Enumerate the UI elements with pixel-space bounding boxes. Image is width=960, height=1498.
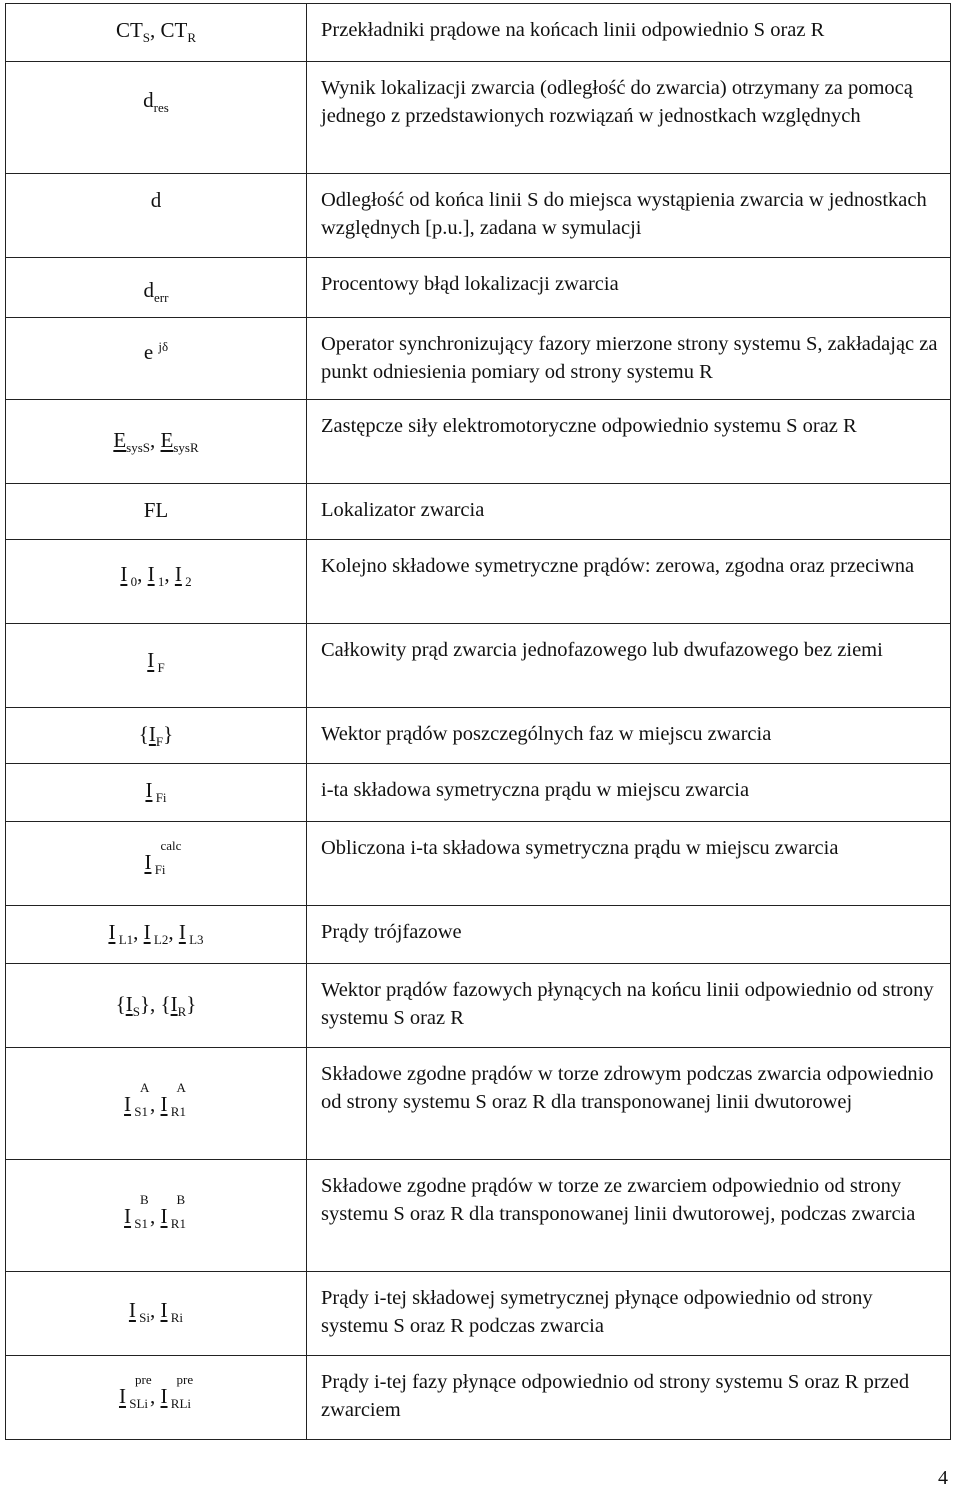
table-row bbox=[6, 400, 951, 484]
description-cell: Procentowy błąd lokalizacji zwarcia bbox=[307, 258, 951, 318]
symbol-glossary-table bbox=[5, 3, 951, 1440]
description-cell: Obliczona i-ta składowa symetryczna prądu w miejscu zwarcia bbox=[307, 822, 951, 906]
symbol-cell: I $_{Fi}$ bbox=[6, 764, 307, 822]
description-cell: Całkowity prąd zwarcia jednofazowego lub dwufazowego bez ziemi bbox=[307, 624, 951, 708]
symbol-cell: $\{I_S\}$, $\{I_R\}$ bbox=[6, 964, 307, 1048]
table-row bbox=[6, 484, 951, 540]
symbol-cell: $E_{sysS}$, $E_{sysR}$ bbox=[6, 400, 307, 484]
symbol-cell: I A $_{S1}$, I A $_{R1}$ bbox=[6, 1048, 307, 1160]
table-row bbox=[6, 1356, 951, 1440]
symbol-cell: I $_F$ bbox=[6, 624, 307, 708]
description-cell: Prądy trójfazowe bbox=[307, 906, 951, 964]
description-cell: Prądy i-tej fazy płynące odpowiednio od strony systemu S oraz R przed zwarciem bbox=[307, 1356, 951, 1440]
table-row bbox=[6, 62, 951, 174]
symbol-cell: $\{I_F\}$ bbox=[6, 708, 307, 764]
table-row bbox=[6, 1160, 951, 1272]
table-row bbox=[6, 906, 951, 964]
description-cell: Odległość od końca linii S do miejsca wystąpienia zwarcia w jednostkach względnych [p.u.], zadana w symulacji bbox=[307, 174, 951, 258]
description-cell: Wektor prądów poszczególnych faz w miejscu zwarcia bbox=[307, 708, 951, 764]
table-row bbox=[6, 318, 951, 400]
table-row bbox=[6, 540, 951, 624]
symbol-cell: I $_{Si}$, I $_{Ri}$ bbox=[6, 1272, 307, 1356]
table-row bbox=[6, 4, 951, 62]
description-cell: Składowe zgodne prądów w torze ze zwarciem odpowiednio od strony systemu S oraz R dla transponowanej linii dwutorowej, podczas zwarcia bbox=[307, 1160, 951, 1272]
description-cell: Składowe zgodne prądów w torze zdrowym podczas zwarcia odpowiednio od strony systemu S oraz R dla transponowanej linii dwutorowej bbox=[307, 1048, 951, 1160]
description-cell: Wynik lokalizacji zwarcia (odległość do zwarcia) otrzymany za pomocą jednego z przedstawionych rozwiązań w jednostkach względnych bbox=[307, 62, 951, 174]
description-cell: Lokalizator zwarcia bbox=[307, 484, 951, 540]
description-cell: Operator synchronizujący fazory mierzone strony systemu S, zakładając za punkt odniesienia pomiary od strony systemu R bbox=[307, 318, 951, 400]
symbol-cell: $d_{err}$ bbox=[6, 258, 307, 318]
symbol-cell: $CT_S$, $CT_R$ bbox=[6, 4, 307, 62]
symbol-cell: I pre $_{SLi}$, I pre $_{RLi}$ bbox=[6, 1356, 307, 1440]
table-row bbox=[6, 764, 951, 822]
page-number: 4 bbox=[938, 1467, 948, 1489]
description-cell: Zastępcze siły elektromotoryczne odpowiednio systemu S oraz R bbox=[307, 400, 951, 484]
table-row bbox=[6, 822, 951, 906]
table-row bbox=[6, 258, 951, 318]
table-row bbox=[6, 174, 951, 258]
table-row bbox=[6, 964, 951, 1048]
symbol-cell: e $^{j\delta}$ bbox=[6, 318, 307, 400]
symbol-cell: I calc $_{Fi}$ bbox=[6, 822, 307, 906]
symbol-cell: d bbox=[6, 174, 307, 258]
symbol-cell: FL bbox=[6, 484, 307, 540]
symbol-cell: I $_0$, I $_1$, I $_2$ bbox=[6, 540, 307, 624]
table-row bbox=[6, 1272, 951, 1356]
description-cell: i-ta składowa symetryczna prądu w miejscu zwarcia bbox=[307, 764, 951, 822]
description-cell: Wektor prądów fazowych płynących na końcu linii odpowiednio od strony systemu S oraz R bbox=[307, 964, 951, 1048]
description-cell: Kolejno składowe symetryczne prądów: zerowa, zgodna oraz przeciwna bbox=[307, 540, 951, 624]
description-cell: Prądy i-tej składowej symetrycznej płynące odpowiednio od strony systemu S oraz R podczas zwarcia bbox=[307, 1272, 951, 1356]
table-row bbox=[6, 624, 951, 708]
symbol-cell: I B $_{S1}$, I B $_{R1}$ bbox=[6, 1160, 307, 1272]
table-row bbox=[6, 1048, 951, 1160]
description-cell: Przekładniki prądowe na końcach linii odpowiednio S oraz R bbox=[307, 4, 951, 62]
symbol-cell: $d_{res}$ bbox=[6, 62, 307, 174]
symbol-cell: I $_{L1}$, I $_{L2}$, I $_{L3}$ bbox=[6, 906, 307, 964]
table-row bbox=[6, 708, 951, 764]
